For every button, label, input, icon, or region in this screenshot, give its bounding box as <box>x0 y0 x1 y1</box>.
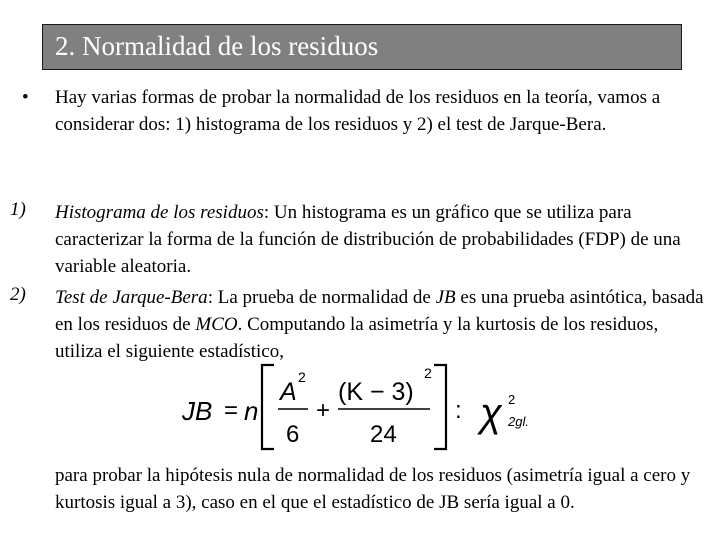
item1-paragraph <box>55 199 710 280</box>
item1-text: : Un histograma es un gráfico que se utiliza para caracterizar la forma de la función de distribución de probabilidades (FDP) de una variable aleatoria. <box>55 202 681 277</box>
item2-mco: MCO <box>195 314 238 335</box>
formula-lhs: JB <box>182 396 213 426</box>
formula-k-exp: 2 <box>424 365 432 381</box>
item2-term: Test de Jarque-Bera <box>55 287 208 308</box>
item2-text-a: : La prueba de normalidad de <box>207 287 436 308</box>
formula-svg <box>180 362 560 452</box>
item2-jb: JB <box>435 287 456 308</box>
formula-k-term: (K − 3) <box>338 378 414 406</box>
intro-bullet: • <box>22 87 29 108</box>
item2-text-b: es una prueba asintótica, basada en los residuos de <box>55 287 704 335</box>
item2-text-c: . Computando la asimetría y la kurtosis de los residuos, utiliza el siguiente estadístico, <box>55 314 659 362</box>
formula-n: n <box>244 396 259 426</box>
right-bracket <box>434 365 446 449</box>
formula-den1: 6 <box>286 421 300 448</box>
jarque-bera-formula <box>180 362 560 457</box>
formula-plus: + <box>316 397 331 424</box>
item2-marker: 2) <box>10 284 26 305</box>
item2-paragraph <box>55 284 710 365</box>
conclusion-text: para probar la hipótesis nula de normalidad de los residuos (asimetría igual a cero y kurtosis igual a 3), caso en el que el estadístico de JB sería igual a 0. <box>55 465 691 513</box>
intro-paragraph <box>55 84 710 138</box>
formula-equals: = <box>224 397 239 424</box>
formula-den2: 24 <box>370 421 397 448</box>
intro-text: Hay varias formas de probar la normalidad de los residuos en la teoría, vamos a considerar dos: 1) histograma de los residuos y 2) el test de Jarque-Bera. <box>55 87 661 135</box>
slide-title: 2. Normalidad de los residuos <box>55 31 379 61</box>
formula-chi: χ <box>480 391 502 435</box>
left-bracket <box>262 365 274 449</box>
slide-title-bar <box>42 24 682 70</box>
formula-chi-sup: 2 <box>508 392 516 407</box>
conclusion-paragraph <box>55 462 710 516</box>
item1-marker: 1) <box>10 199 26 220</box>
item1-term: Histograma de los residuos <box>55 202 264 223</box>
formula-a: A <box>280 378 297 406</box>
formula-a-exp: 2 <box>298 369 306 385</box>
formula-colon: : <box>455 397 462 424</box>
formula-chi-sub: 2gl. <box>508 414 529 429</box>
